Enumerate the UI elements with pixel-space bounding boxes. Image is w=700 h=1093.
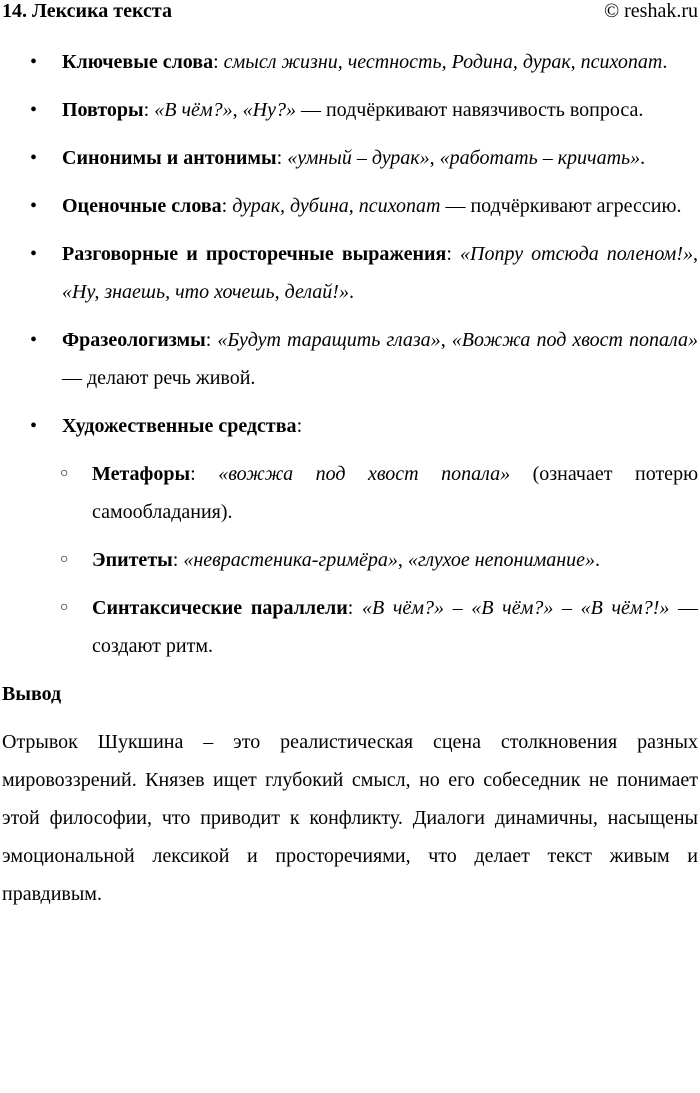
plain-text: : xyxy=(446,243,461,265)
example-text: «Будут таращить глаза» xyxy=(217,329,441,351)
page-header xyxy=(0,0,700,22)
circle-bullet-icon: ○ xyxy=(60,466,69,481)
term-label: Повторы xyxy=(62,99,144,121)
list-item xyxy=(0,321,700,397)
circle-bullet-icon: ○ xyxy=(60,552,69,567)
term-label: Ключевые слова xyxy=(62,51,214,73)
plain-text: , xyxy=(693,243,698,265)
list-item xyxy=(0,43,700,81)
example-text: «умный – дурак» xyxy=(287,147,430,169)
example-text: «неврастеника-гримёра» xyxy=(183,549,398,571)
bullet-icon: • xyxy=(30,147,38,169)
plain-text: , xyxy=(232,99,243,121)
sub-list xyxy=(0,455,700,665)
term-label: Фразеологизмы xyxy=(62,329,206,351)
conclusion-text: Отрывок Шукшина – это реалистическая сцена столкновения разных мировоззрений. Князев ищет глубокий смысл, но его собеседник не понимает этой философии, что приводит к конфликту. Диалоги динамичны, насыщены эмоциональной лексикой и просторечиями, что делает текст живым и правдивым. xyxy=(2,731,698,905)
plain-text: , xyxy=(429,147,440,169)
circle-bullet-icon: ○ xyxy=(60,600,69,615)
plain-text: : xyxy=(296,415,303,437)
plain-text: (означает потерю самообладания). xyxy=(92,463,699,523)
sub-list-item xyxy=(0,589,700,665)
copyright: © reshak.ru xyxy=(603,0,698,22)
example-text: «В чём?» – «В чём?» – «В чём?!» xyxy=(361,597,670,619)
plain-text: : xyxy=(205,329,218,351)
plain-text: : xyxy=(221,195,233,217)
list-item xyxy=(0,407,700,445)
example-text: «Вожжа под хвост попала» xyxy=(451,329,698,351)
plain-text: — делают речь живой. xyxy=(62,367,256,389)
list-item xyxy=(0,235,700,311)
lexicon-list xyxy=(0,43,700,665)
section-title: 14. Лексика текста xyxy=(2,0,172,22)
example-text: дурак, дубина, психопат xyxy=(232,195,441,217)
term-label: Разговорные и просторечные выражения xyxy=(62,243,447,265)
bullet-icon: • xyxy=(30,51,38,73)
bullet-icon: • xyxy=(30,99,38,121)
term-label: Синонимы и антонимы xyxy=(62,147,277,169)
bullet-icon: • xyxy=(30,243,38,265)
plain-text: : xyxy=(172,549,184,571)
term-label: Синтаксические параллели xyxy=(92,597,348,619)
example-text: «Ну, знаешь, что хочешь, делай!» xyxy=(62,281,349,303)
plain-text: — подчёркивают агрессию. xyxy=(440,195,682,217)
plain-text: . xyxy=(348,281,354,303)
term-label: Эпитеты xyxy=(92,549,173,571)
plain-text: : xyxy=(190,463,219,485)
plain-text: . xyxy=(595,549,601,571)
example-text: смысл жизни, честность, Родина, дурак, психопат xyxy=(223,51,663,73)
example-text: «Ну?» xyxy=(242,99,296,121)
plain-text: : xyxy=(213,51,224,73)
sub-list-item xyxy=(0,541,700,579)
list-item xyxy=(0,91,700,129)
bullet-icon: • xyxy=(30,415,38,437)
example-text: «В чём?» xyxy=(154,99,233,121)
list-item xyxy=(0,187,700,225)
plain-text: : xyxy=(143,99,155,121)
plain-text: : xyxy=(347,597,362,619)
plain-text: . xyxy=(662,51,668,73)
term-label: Художественные средства xyxy=(62,415,297,437)
sub-list-item xyxy=(0,455,700,531)
conclusion-heading: Вывод xyxy=(2,683,62,705)
example-text: «вожжа под хвост попала» xyxy=(218,463,511,485)
term-label: Метафоры xyxy=(92,463,191,485)
list-item xyxy=(0,139,700,177)
plain-text: , xyxy=(440,329,452,351)
term-label: Оценочные слова xyxy=(62,195,222,217)
example-text: «Попру отсюда поленом!» xyxy=(460,243,693,265)
plain-text: , xyxy=(397,549,408,571)
example-text: «глухое непонимание» xyxy=(407,549,596,571)
bullet-icon: • xyxy=(30,329,38,351)
plain-text: : xyxy=(276,147,288,169)
plain-text: — подчёркивают навязчивость вопроса. xyxy=(295,99,644,121)
example-text: «работать – кричать» xyxy=(439,147,641,169)
plain-text: — создают ритм. xyxy=(92,597,699,657)
plain-text: . xyxy=(640,147,646,169)
bullet-icon: • xyxy=(30,195,38,217)
